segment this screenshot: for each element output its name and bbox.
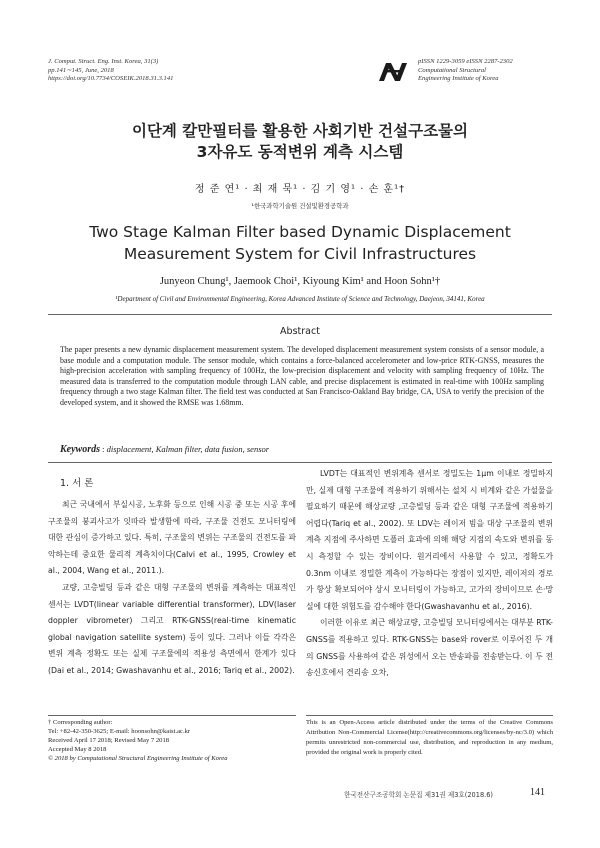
english-affiliation: ¹Department of Civil and Environmental Engineering, Korea Advanced Institute of Science and Technology, Daejeon, 34141, Korea bbox=[115, 295, 485, 303]
keywords-separator: : bbox=[100, 444, 107, 454]
issn-block bbox=[418, 58, 513, 84]
title-divider bbox=[48, 314, 552, 315]
keywords-text: displacement, Kalman filter, data fusion, sensor bbox=[106, 444, 270, 454]
abstract-text: The paper presents a new dynamic displacement measurement system. The developed displacement measurement system consists of a sensor module, a base module and a computation module. The sensor module, which contains a force-balanced accelerometer and low-price RTK-GNSS, measures the high-precision acceleration with sampling frequency of 100Hz, the low-precision displacement and velocity with sampling frequency of 10Hz. The measured data is transferred to the computation module through LAN cable, and precise displacement is estimated in real-time with 100Hz sampling frequency through a two stage Kalman filter. The field test was conducted at San Francisco-Oakland Bay bridge, CA, USA to verify the precision of the developed system, and it showed the RMSE was 1.68mm. bbox=[60, 345, 544, 407]
paragraph: LVDT는 대표적인 변위계측 센서로 정밀도는 1μm 이내로 정밀하지만, 실제 대형 구조물에 적용하기 위해서는 설치 시 비계와 같은 가설물을 필요하기 때문에 해상교량 ,고층빌딩 등과 같은 대형 구조물에 적용하기 어렵다(Tariq et al., 2002). 또 LDV는 레이저 빔을 대상 구조물의 변위 계측 지점에 주사하면 도플러 효과에 의해 해당 지점의 속도와 변위를 동시 측정할 수 있는 장비이다. 원거리에서 사용할 수 있고, 정확도가 0.3nm 이내로 정밀한 계측이 가능하다는 장점이 있지만, 레이저의 경로가 항상 확보되어야 상시 모니터링이 가능하고, 고가의 장비이므로 손·망실에 대한 위험도를 감수해야 한다(Gwashavanhu et al., 2016). bbox=[306, 469, 553, 611]
citation-line-1: J. Comput. Struct. Eng. Inst. Korea, 31(3) bbox=[48, 58, 159, 65]
section-heading-introduction: 1. 서 론 bbox=[60, 478, 94, 489]
left-column-body bbox=[48, 497, 296, 680]
copyright-line: © 2018 by Computational Structural Engineering Institute of Korea bbox=[48, 755, 228, 762]
citation-line-2: pp.141∼145, June, 2018 bbox=[48, 66, 114, 74]
open-access-notice: This is an Open-Access article distributed under the terms of the Creative Commons Attribution Non-Commercial License(http://creativecommons.org/licenses/by-nc/3.0) which permits unrestricted non-commercial use, distribution, and reproduction in any medium, provided the original work is properly cited. bbox=[306, 719, 553, 756]
received-date: Received April 17 2018; Revised May 7 2018 bbox=[48, 737, 170, 744]
korean-affiliation: ¹한국과학기술원 건설및환경공학과 bbox=[251, 202, 349, 210]
english-title bbox=[0, 221, 600, 265]
issn-line: pISSN 1229-3059 eISSN 2287-2302 bbox=[418, 58, 513, 65]
correspondence-footnote bbox=[48, 718, 296, 763]
abstract-heading: Abstract bbox=[280, 326, 320, 337]
korean-title-line-2: 3자유도 동적변위 계측 시스템 bbox=[196, 143, 404, 161]
korean-authors: 정 준 연¹ · 최 재 묵¹ · 김 기 영¹ · 손 훈¹† bbox=[194, 184, 406, 195]
right-column-body bbox=[306, 466, 553, 682]
publisher-line-1: Computational Structural bbox=[418, 66, 486, 74]
contact-info[interactable]: Tel: +82-42-350-3625; E-mail: hoonsohn@kaist.ac.kr bbox=[48, 728, 191, 735]
paragraph: 이러한 이유로 최근 해상교량, 고층빌딩 모니터링에서는 대부분 RTK-GNSS를 적용하고 있다. RTK-GNSS는 base와 rover로 이루어진 두 개의 GNSS를 사용하여 같은 위성에서 오는 반송파를 전송받는다. 이 두 전송신호에서 견리송 오차, bbox=[306, 618, 553, 678]
english-title-line-2: Measurement System for Civil Infrastructures bbox=[123, 245, 477, 263]
right-footnote-divider bbox=[306, 715, 553, 716]
keywords-label: Keywords bbox=[60, 444, 100, 455]
paragraph: 교량, 고층빌딩 등과 같은 대형 구조물의 변위를 계측하는 대표적인 센서는 LVDT(linear variable differential transformer), LDV(laser doppler vibrometer) 그리고 RTK-GNSS(real-time kinematic global navigation satellite system) 등이 있다. 그러나 이들 각각은 변위 계측 정확도 또는 실제 구조물에의 적용성 측면에서 한계가 있다(Dai et al., 2014; Gwashavanhu et al., 2016; Tariq et al., 2002). bbox=[48, 582, 296, 675]
page-number: 141 bbox=[530, 787, 545, 798]
publisher-line-2: Engineering Institute of Korea bbox=[418, 75, 499, 83]
abstract-divider bbox=[48, 462, 552, 463]
english-authors: Junyeon Chung¹, Jaemook Choi¹, Kiyoung Kim¹ and Hoon Sohn¹† bbox=[159, 276, 441, 287]
journal-logo-icon bbox=[378, 62, 408, 82]
journal-citation bbox=[48, 58, 173, 84]
accepted-date: Accepted May 8 2018 bbox=[48, 746, 107, 753]
doi-link[interactable]: https://doi.org/10.7734/COSEIK.2018.31.3.141 bbox=[48, 75, 174, 83]
korean-title-line-1: 이단계 칼만필터를 활용한 사회기반 건설구조물의 bbox=[131, 122, 469, 140]
left-footnote-divider bbox=[48, 715, 296, 716]
corresponding-author-label: † Corresponding author: bbox=[48, 719, 113, 726]
korean-title bbox=[0, 121, 600, 163]
english-title-line-1: Two Stage Kalman Filter based Dynamic Displacement bbox=[89, 223, 511, 241]
journal-footer: 한국전산구조공학회 논문집 제31권 제3호(2018.6) bbox=[344, 791, 494, 799]
paragraph: 최근 국내에서 부실시공, 노후화 등으로 인해 시공 중 또는 시공 후에 구조물의 붕괴사고가 잇따라 발생함에 따라, 구조물 건전도 모니터링에 대한 관심이 증가하고 있다. 특히, 구조물의 변위는 구조물의 건전도를 파악하는데 중요한 물리적 계측치이다(Calvi et al., 1995, Crowley et al., 2004, Wang et al., 2011.). bbox=[48, 500, 296, 576]
keywords bbox=[60, 444, 544, 455]
